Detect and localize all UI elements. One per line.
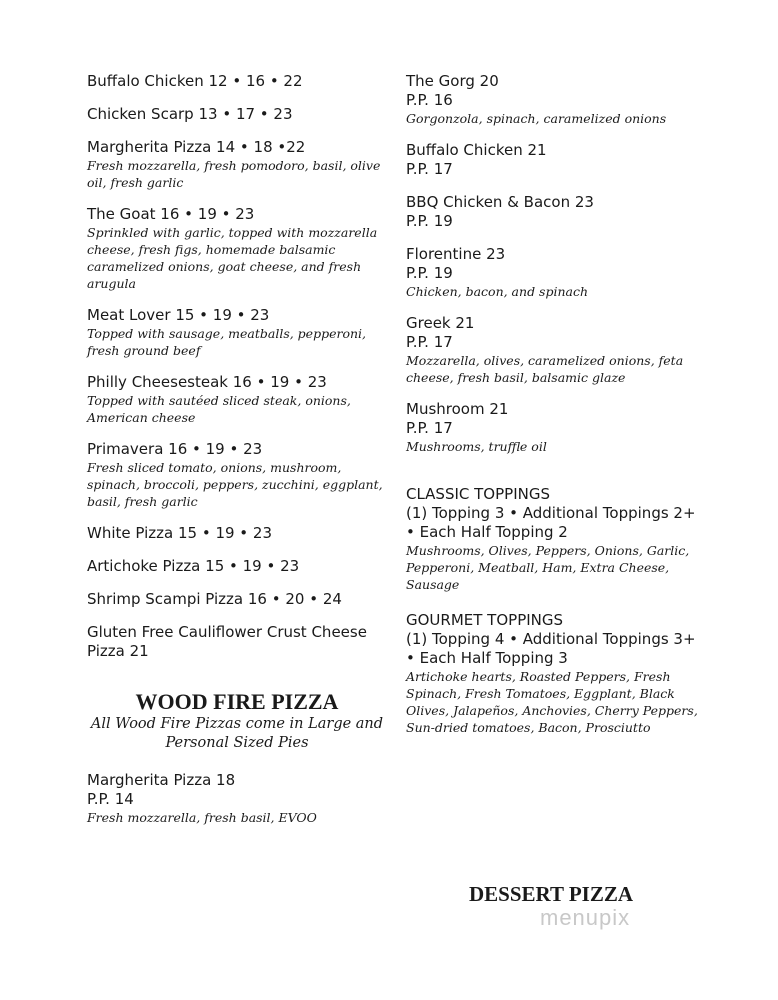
menu-item [406, 400, 706, 455]
item-personal-price: P.P. 17 [406, 419, 453, 437]
item-name: Greek 21 [406, 314, 475, 332]
item-description: Fresh mozzarella, fresh pomodoro, basil, olive oil, fresh garlic [87, 158, 381, 190]
menu-item [406, 72, 706, 127]
item-name: Gluten Free Cauliflower Crust Cheese Pizza 21 [87, 623, 367, 660]
menu-item [406, 141, 706, 179]
menu-item [87, 138, 387, 191]
classic-toppings-price: (1) Topping 3 • Additional Toppings 2+ [406, 504, 696, 522]
item-description: Mozzarella, olives, caramelized onions, feta cheese, fresh basil, balsamic glaze [406, 353, 684, 385]
wood-fire-subtitle: All Wood Fire Pizzas come in Large and Personal Sized Pies [90, 716, 384, 751]
item-name: BBQ Chicken & Bacon 23 [406, 193, 594, 211]
menu-item [87, 590, 387, 609]
gourmet-toppings-title: GOURMET TOPPINGS [406, 611, 564, 629]
item-personal-price: P.P. 17 [406, 160, 453, 178]
item-description: Gorgonzola, spinach, caramelized onions [406, 111, 667, 126]
menu-item [87, 373, 387, 426]
item-name: White Pizza 15 • 19 • 23 [87, 524, 273, 542]
item-personal-price: P.P. 16 [406, 91, 453, 109]
classic-toppings-half: • Each Half Topping 2 [406, 523, 568, 541]
gourmet-toppings-half: • Each Half Topping 3 [406, 649, 568, 667]
menu-item [87, 72, 387, 91]
item-personal-price: P.P. 14 [87, 790, 134, 808]
menu-item [406, 314, 706, 386]
right-column [406, 72, 706, 736]
item-personal-price: P.P. 17 [406, 333, 453, 351]
item-description: Topped with sautéed sliced steak, onions, American cheese [87, 393, 351, 425]
menu-item [87, 524, 387, 543]
gourmet-toppings [406, 611, 706, 736]
wood-fire-item [87, 771, 387, 826]
menu-item [87, 557, 387, 576]
gourmet-toppings-price: (1) Topping 4 • Additional Toppings 3+ [406, 630, 696, 648]
item-name: Primavera 16 • 19 • 23 [87, 440, 263, 458]
item-name: Florentine 23 [406, 245, 506, 263]
item-name: Margherita Pizza 14 • 18 •22 [87, 138, 306, 156]
item-description: Sprinkled with garlic, topped with mozzarella cheese, fresh figs, homemade balsamic caramelized onions, goat cheese, and fresh arugula [87, 225, 378, 291]
item-name: Chicken Scarp 13 • 17 • 23 [87, 105, 293, 123]
left-column [87, 72, 387, 840]
item-description: Chicken, bacon, and spinach [406, 284, 589, 299]
item-name: The Gorg 20 [406, 72, 499, 90]
wood-fire-title: WOOD FIRE PIZZA [135, 689, 339, 714]
item-name: Margherita Pizza 18 [87, 771, 236, 789]
item-name: Mushroom 21 [406, 400, 509, 418]
menu-item [87, 205, 387, 292]
menu-item [406, 245, 706, 300]
item-personal-price: P.P. 19 [406, 264, 453, 282]
item-description: Mushrooms, truffle oil [406, 439, 547, 454]
menu-item [406, 193, 706, 231]
item-description: Fresh mozzarella, fresh basil, EVOO [87, 810, 317, 825]
menupix-watermark: menupix [540, 905, 631, 930]
item-name: Artichoke Pizza 15 • 19 • 23 [87, 557, 300, 575]
menu-item [87, 440, 387, 510]
menu-item [87, 623, 387, 661]
menu-item [87, 105, 387, 124]
item-description: Topped with sausage, meatballs, pepperoni, fresh ground beef [87, 326, 367, 358]
menu-item [87, 306, 387, 359]
item-name: The Goat 16 • 19 • 23 [87, 205, 255, 223]
classic-toppings [406, 485, 706, 593]
classic-toppings-list: Mushrooms, Olives, Peppers, Onions, Garlic, Pepperoni, Meatball, Ham, Extra Cheese, Sausage [406, 543, 690, 592]
item-name: Philly Cheesesteak 16 • 19 • 23 [87, 373, 327, 391]
item-name: Buffalo Chicken 12 • 16 • 22 [87, 72, 303, 90]
classic-toppings-title: CLASSIC TOPPINGS [406, 485, 550, 503]
item-personal-price: P.P. 19 [406, 212, 453, 230]
item-name: Meat Lover 15 • 19 • 23 [87, 306, 270, 324]
item-name: Buffalo Chicken 21 [406, 141, 547, 159]
item-description: Fresh sliced tomato, onions, mushroom, spinach, broccoli, peppers, zucchini, eggplant, basil, fresh garlic [87, 460, 383, 509]
item-name: Shrimp Scampi Pizza 16 • 20 • 24 [87, 590, 342, 608]
gourmet-toppings-list: Artichoke hearts, Roasted Peppers, Fresh Spinach, Fresh Tomatoes, Eggplant, Black Olives, Jalapeños, Anchovies, Cherry Peppers, Sun-dried tomatoes, Bacon, Prosciutto [406, 669, 698, 735]
dessert-pizza-title: DESSERT PIZZA [469, 882, 634, 906]
